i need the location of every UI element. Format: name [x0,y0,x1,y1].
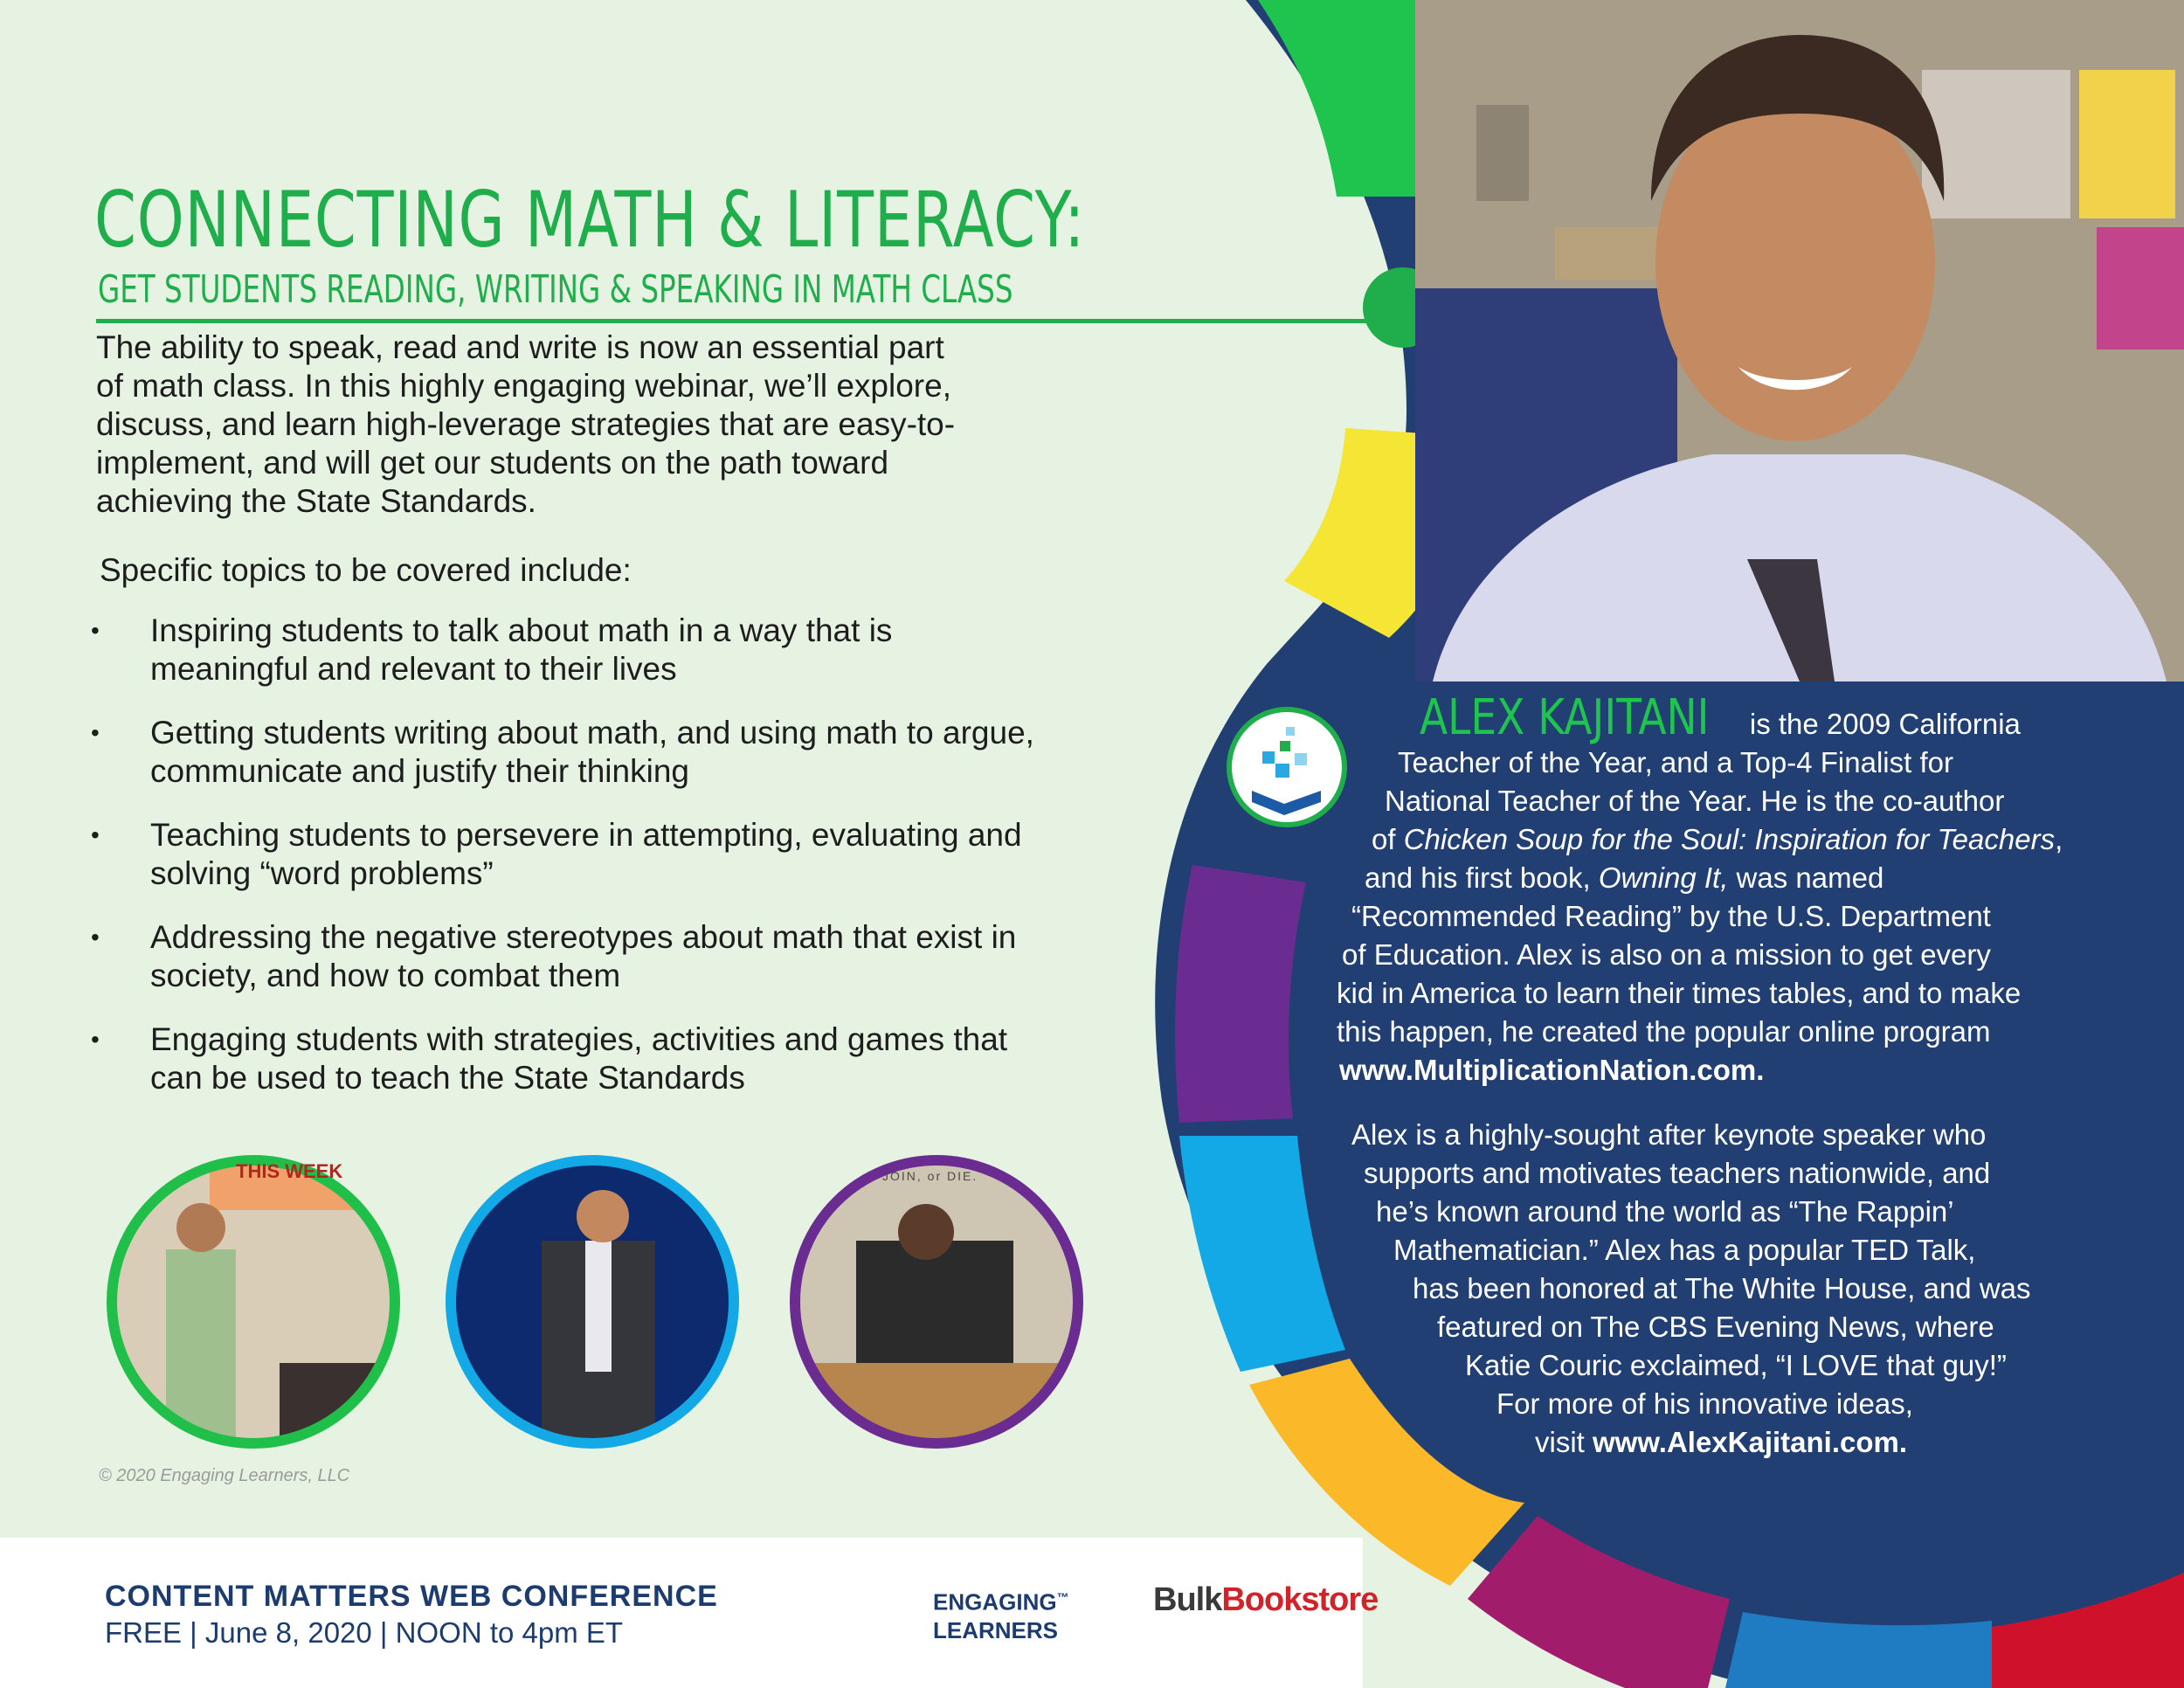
speaker-photo [1415,0,2184,681]
engaging-learners-logo [933,1583,1069,1644]
page-title: CONNECTING MATH & LITERACY: [94,175,1086,265]
bullet-icon: • [91,821,100,848]
list-item-line: Teaching students to persevere in attempting, evaluating and [150,817,1022,853]
copyright: © 2020 Engaging Learners, LLC [99,1466,350,1485]
bio-line: National Teacher of the Year. He is the co-author [1385,785,2005,817]
list-item-line: society, and how to combat them [150,958,621,993]
trademark: ™ [1056,1590,1069,1604]
conference-date: FREE | June 8, 2020 | NOON to 4pm ET [105,1616,624,1649]
wall-sign: JOIN, or DIE. [882,1169,978,1183]
speaker-bio [1306,689,2092,1462]
bio-line: Teacher of the Year, and a Top-4 Finalist for [1398,746,1953,778]
bio-line: has been honored at The White House, and was [1413,1272,2031,1304]
title-rule [96,319,1376,323]
engaging-word: ENGAGING [933,1588,1057,1615]
bookstore-word: Bookstore [1221,1581,1379,1618]
list-item-line: Addressing the negative stereotypes about math that exist in [150,919,1017,955]
bio-line: supports and motivates teachers nationwide, and [1364,1157,1991,1189]
bio-text: , [2055,823,2063,855]
bullet-icon: • [91,617,100,644]
bio-text: visit [1535,1426,1593,1458]
bio-text: was named [1728,861,1884,894]
bio-line [1420,689,2092,746]
bio-line: he’s known around the world as “The Rappin’ [1376,1195,1954,1228]
speaker-name: ALEX KAJITANI [1420,689,1710,746]
bio-line: For more of his innovative ideas, [1496,1387,1913,1420]
bio-line: this happen, he created the popular online program [1337,1015,1991,1048]
bio-line: featured on The CBS Evening News, where [1437,1311,1994,1343]
list-item-line: Getting students writing about math, and using math to argue, [150,715,1034,751]
list-item-line: meaningful and relevant to their lives [150,651,677,687]
bio-line: Mathematician.” Alex has a popular TED Talk, [1393,1234,1976,1266]
multiplication-nation-link[interactable]: www.MultiplicationNation.com. [1339,1054,1765,1086]
learners-word: LEARNERS [933,1616,1059,1643]
bullet-icon: • [91,719,100,746]
bullet-icon: • [91,1026,100,1053]
list-item [91,1020,1104,1097]
alex-kajitani-link[interactable]: www.AlexKajitani.com. [1593,1426,1908,1458]
intro-line: The ability to speak, read and write is now an essential part [96,329,944,365]
list-item-line: Engaging students with strategies, activities and games that [150,1021,1008,1057]
bio-line: kid in America to learn their times tables, and to make [1337,977,2022,1009]
bio-text: and his first book, [1365,861,1599,894]
segment-purple [1175,865,1306,1123]
bullet-icon: • [91,924,100,951]
intro-line: discuss, and learn high-leverage strategies that are easy-to- [96,406,956,442]
topics-heading: Specific topics to be covered include: [100,552,632,588]
list-item-line: solving “word problems” [150,855,494,891]
list-item [91,918,1104,995]
list-item-line: can be used to teach the State Standards [150,1060,745,1096]
list-item-line: Inspiring students to talk about math in a way that is [150,612,893,648]
book-title: Owning It, [1598,861,1729,894]
bio-line [1535,1423,2092,1462]
list-item [91,816,1104,893]
intro-line: of math class. In this highly engaging webinar, we’ll explore, [96,368,951,404]
bio-line [1365,859,2092,897]
topics-list [91,612,1104,1123]
segment-green-top [1258,0,1420,197]
list-item-line: communicate and justify their thinking [150,753,689,789]
book-title: Chicken Soup for the Soul: Inspiration for Teachers [1403,823,2056,855]
bio-line [1339,1051,2092,1090]
conference-title: CONTENT MATTERS WEB CONFERENCE [105,1580,718,1613]
intro-paragraph [96,329,1057,521]
intro-line: implement, and will get our students on the path toward [96,445,889,481]
classroom-sign: THIS WEEK [236,1160,343,1182]
list-item [91,714,1104,791]
bio-line: Alex is a highly-sought after keynote speaker who [1351,1118,1987,1151]
list-item [91,612,1104,688]
bio-line [1372,820,2092,859]
bio-line: of Education. Alex is also on a mission to get every [1342,938,1991,971]
bio-text: of [1372,823,1404,855]
bio-line: “Recommended Reading” by the U.S. Department [1351,900,1991,932]
bio-line: Katie Couric exclaimed, “I LOVE that guy!” [1465,1349,2007,1381]
intro-line: achieving the State Standards. [96,483,536,519]
bulk-word: Bulk [1153,1581,1222,1618]
page-subtitle: GET STUDENTS READING, WRITING & SPEAKING IN MATH CLASS [98,267,1013,312]
bio-text: is the 2009 California [1741,708,2021,740]
bulkbookstore-logo [1153,1581,1378,1619]
